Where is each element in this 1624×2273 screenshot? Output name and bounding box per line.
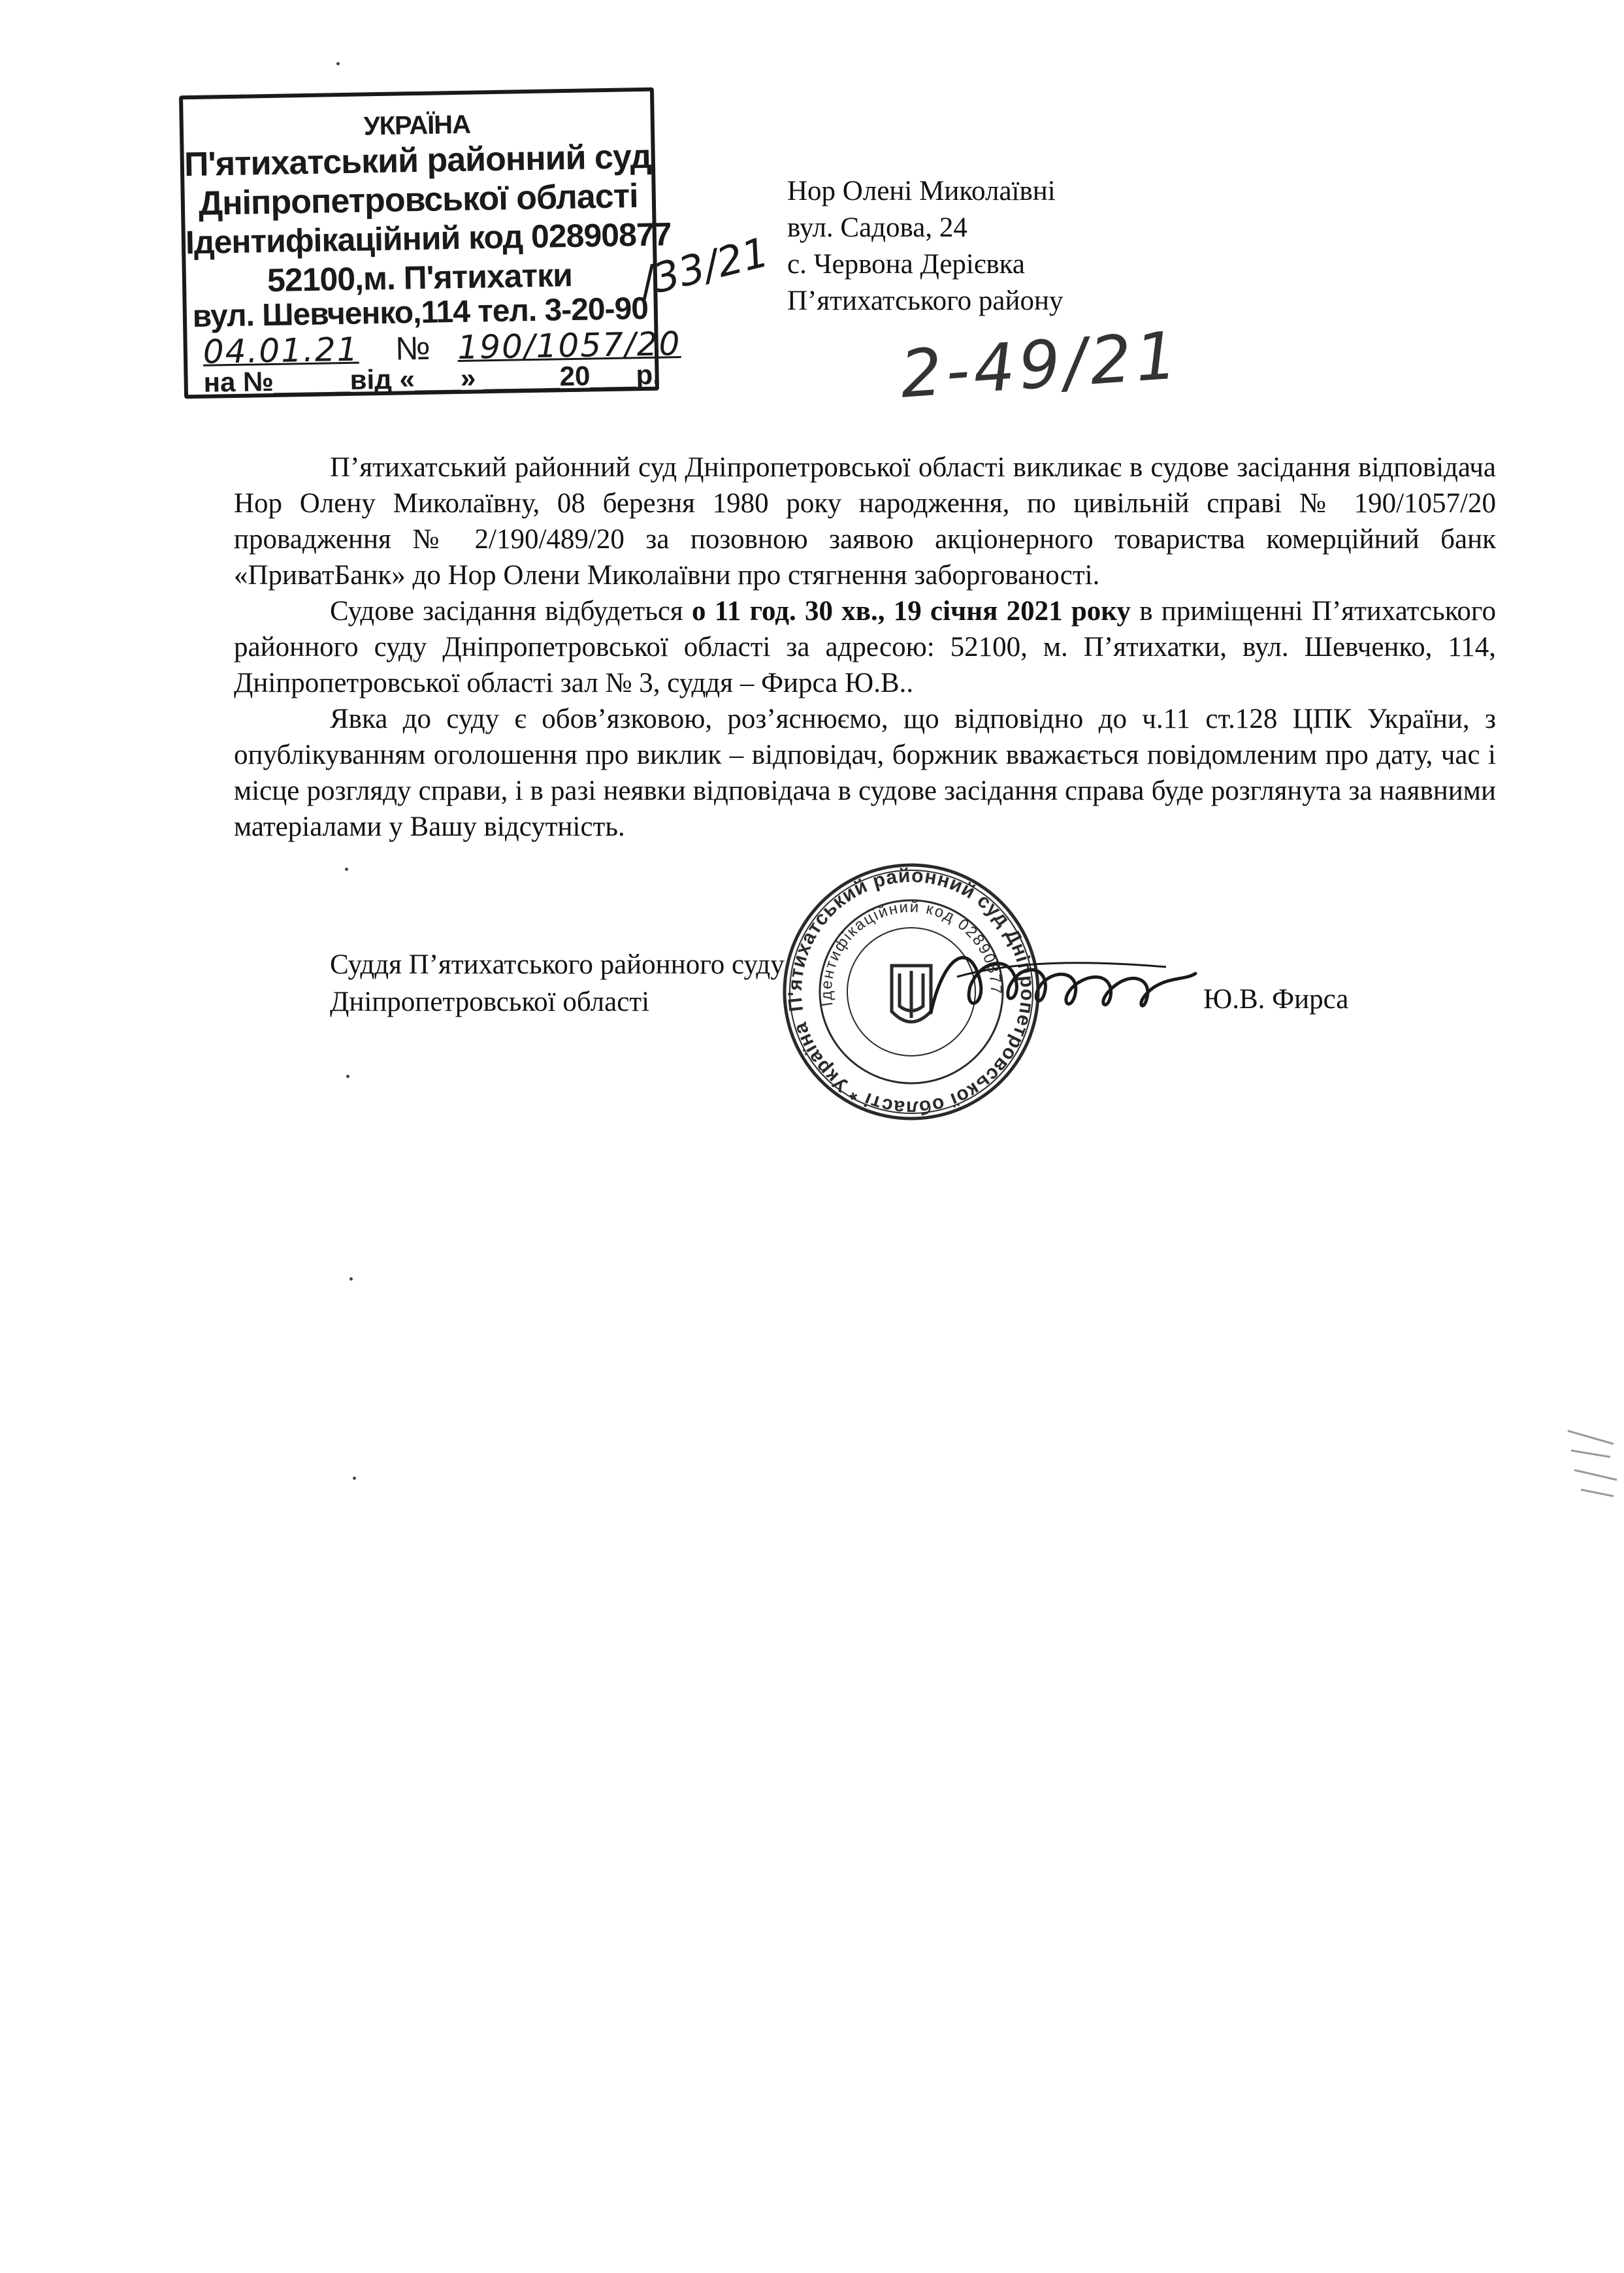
stamp-street: вул. Шевченко,114 тел. 3-20-90 [192, 291, 649, 335]
judge-name: Ю.В. Фирса [1203, 984, 1349, 1015]
summons-body [234, 450, 1496, 845]
addressee-block [787, 173, 1064, 319]
addressee-name: Нор Олені Миколаївні [787, 176, 1056, 206]
seal-outer-text: П'ятихатський районний суд Дніпропетровської області * Україна [784, 864, 1039, 1119]
hearing-text-start: Судове засідання відбудеться [330, 596, 692, 627]
stamp-number-handwritten: 190/1057/20 [457, 325, 681, 367]
signature-title-line2: Дніпропетровської області [330, 987, 650, 1017]
stamp-number-extension-handwritten: /33/21 [635, 227, 773, 306]
stamp-date-handwritten: 04.01.21 [203, 330, 359, 371]
paragraph-attendance: Явка до суду є обов’язковою, роз’яснюємо, що відповідно до ч.11 ст.128 ЦПК України, з опублікуванням оголошення про виклик – відповідач, боржник вважається повідомленим про дату, час і місце розгляду справи, і в разі неявки відповідача в судове засідання справа буде розглянута за наявними матеріалами у Вашу відсутність. [234, 704, 1496, 842]
scan-noise-mark [1561, 1418, 1620, 1503]
seal-inner-text: Ідентифікаційний код 02890877 [817, 898, 1005, 1008]
stamp-country: УКРАЇНА [363, 110, 471, 141]
addressee-district: П’ятихатського району [787, 286, 1064, 316]
registration-stamp [179, 88, 681, 399]
signature-title [330, 946, 785, 1021]
signature-title-line1: Суддя П’ятихатського районного суду [330, 949, 785, 980]
hearing-datetime: о 11 год. 30 хв., 19 січня 2021 року [691, 596, 1131, 627]
hearing-text-end: в приміщенні П’ятихатського районного суду Дніпропетровської області за адресою: 52100, м. П’ятихатки, вул. Шевченко, 114, Дніпропетровської області зал № 3, суддя – Фирса Ю.В.. [234, 596, 1496, 698]
scan-dot [345, 868, 348, 871]
scan-dot [346, 1075, 349, 1078]
stamp-court-name: П'ятихатський районний суд [184, 137, 652, 184]
addressee-street: вул. Садова, 24 [787, 212, 967, 243]
addressee-village: с. Червона Дерієвка [787, 249, 1025, 280]
stamp-city: 52100,м. П'ятихатки [267, 256, 573, 299]
paragraph-hearing [234, 593, 1496, 701]
stamp-reference-line: на №_____від «___» _____20___р. [203, 359, 661, 398]
case-number-handwritten: 2-49/21 [898, 317, 1184, 413]
judge-signature [918, 915, 1205, 1045]
paragraph-summons: П’ятихатський районний суд Дніпропетровської області викликає в судове засідання відповідача Нор Олену Миколаївну, 08 березня 1980 року народження, по цивільній справі № 190/1057/20 провадження № 2/190/489/20 за позовною заявою акціонерного товариства комерційний банк «ПриватБанк» до Нор Олени Миколаївни про стягнення заборгованості. [234, 452, 1496, 591]
scan-dot [336, 62, 340, 65]
stamp-id-code: Ідентифікаційний код 02890877 [185, 216, 672, 261]
stamp-number-sign: № [395, 329, 431, 367]
stamp-region: Дніпропетровської області [198, 177, 639, 223]
scan-dot [353, 1477, 356, 1480]
scan-dot [349, 1277, 353, 1281]
